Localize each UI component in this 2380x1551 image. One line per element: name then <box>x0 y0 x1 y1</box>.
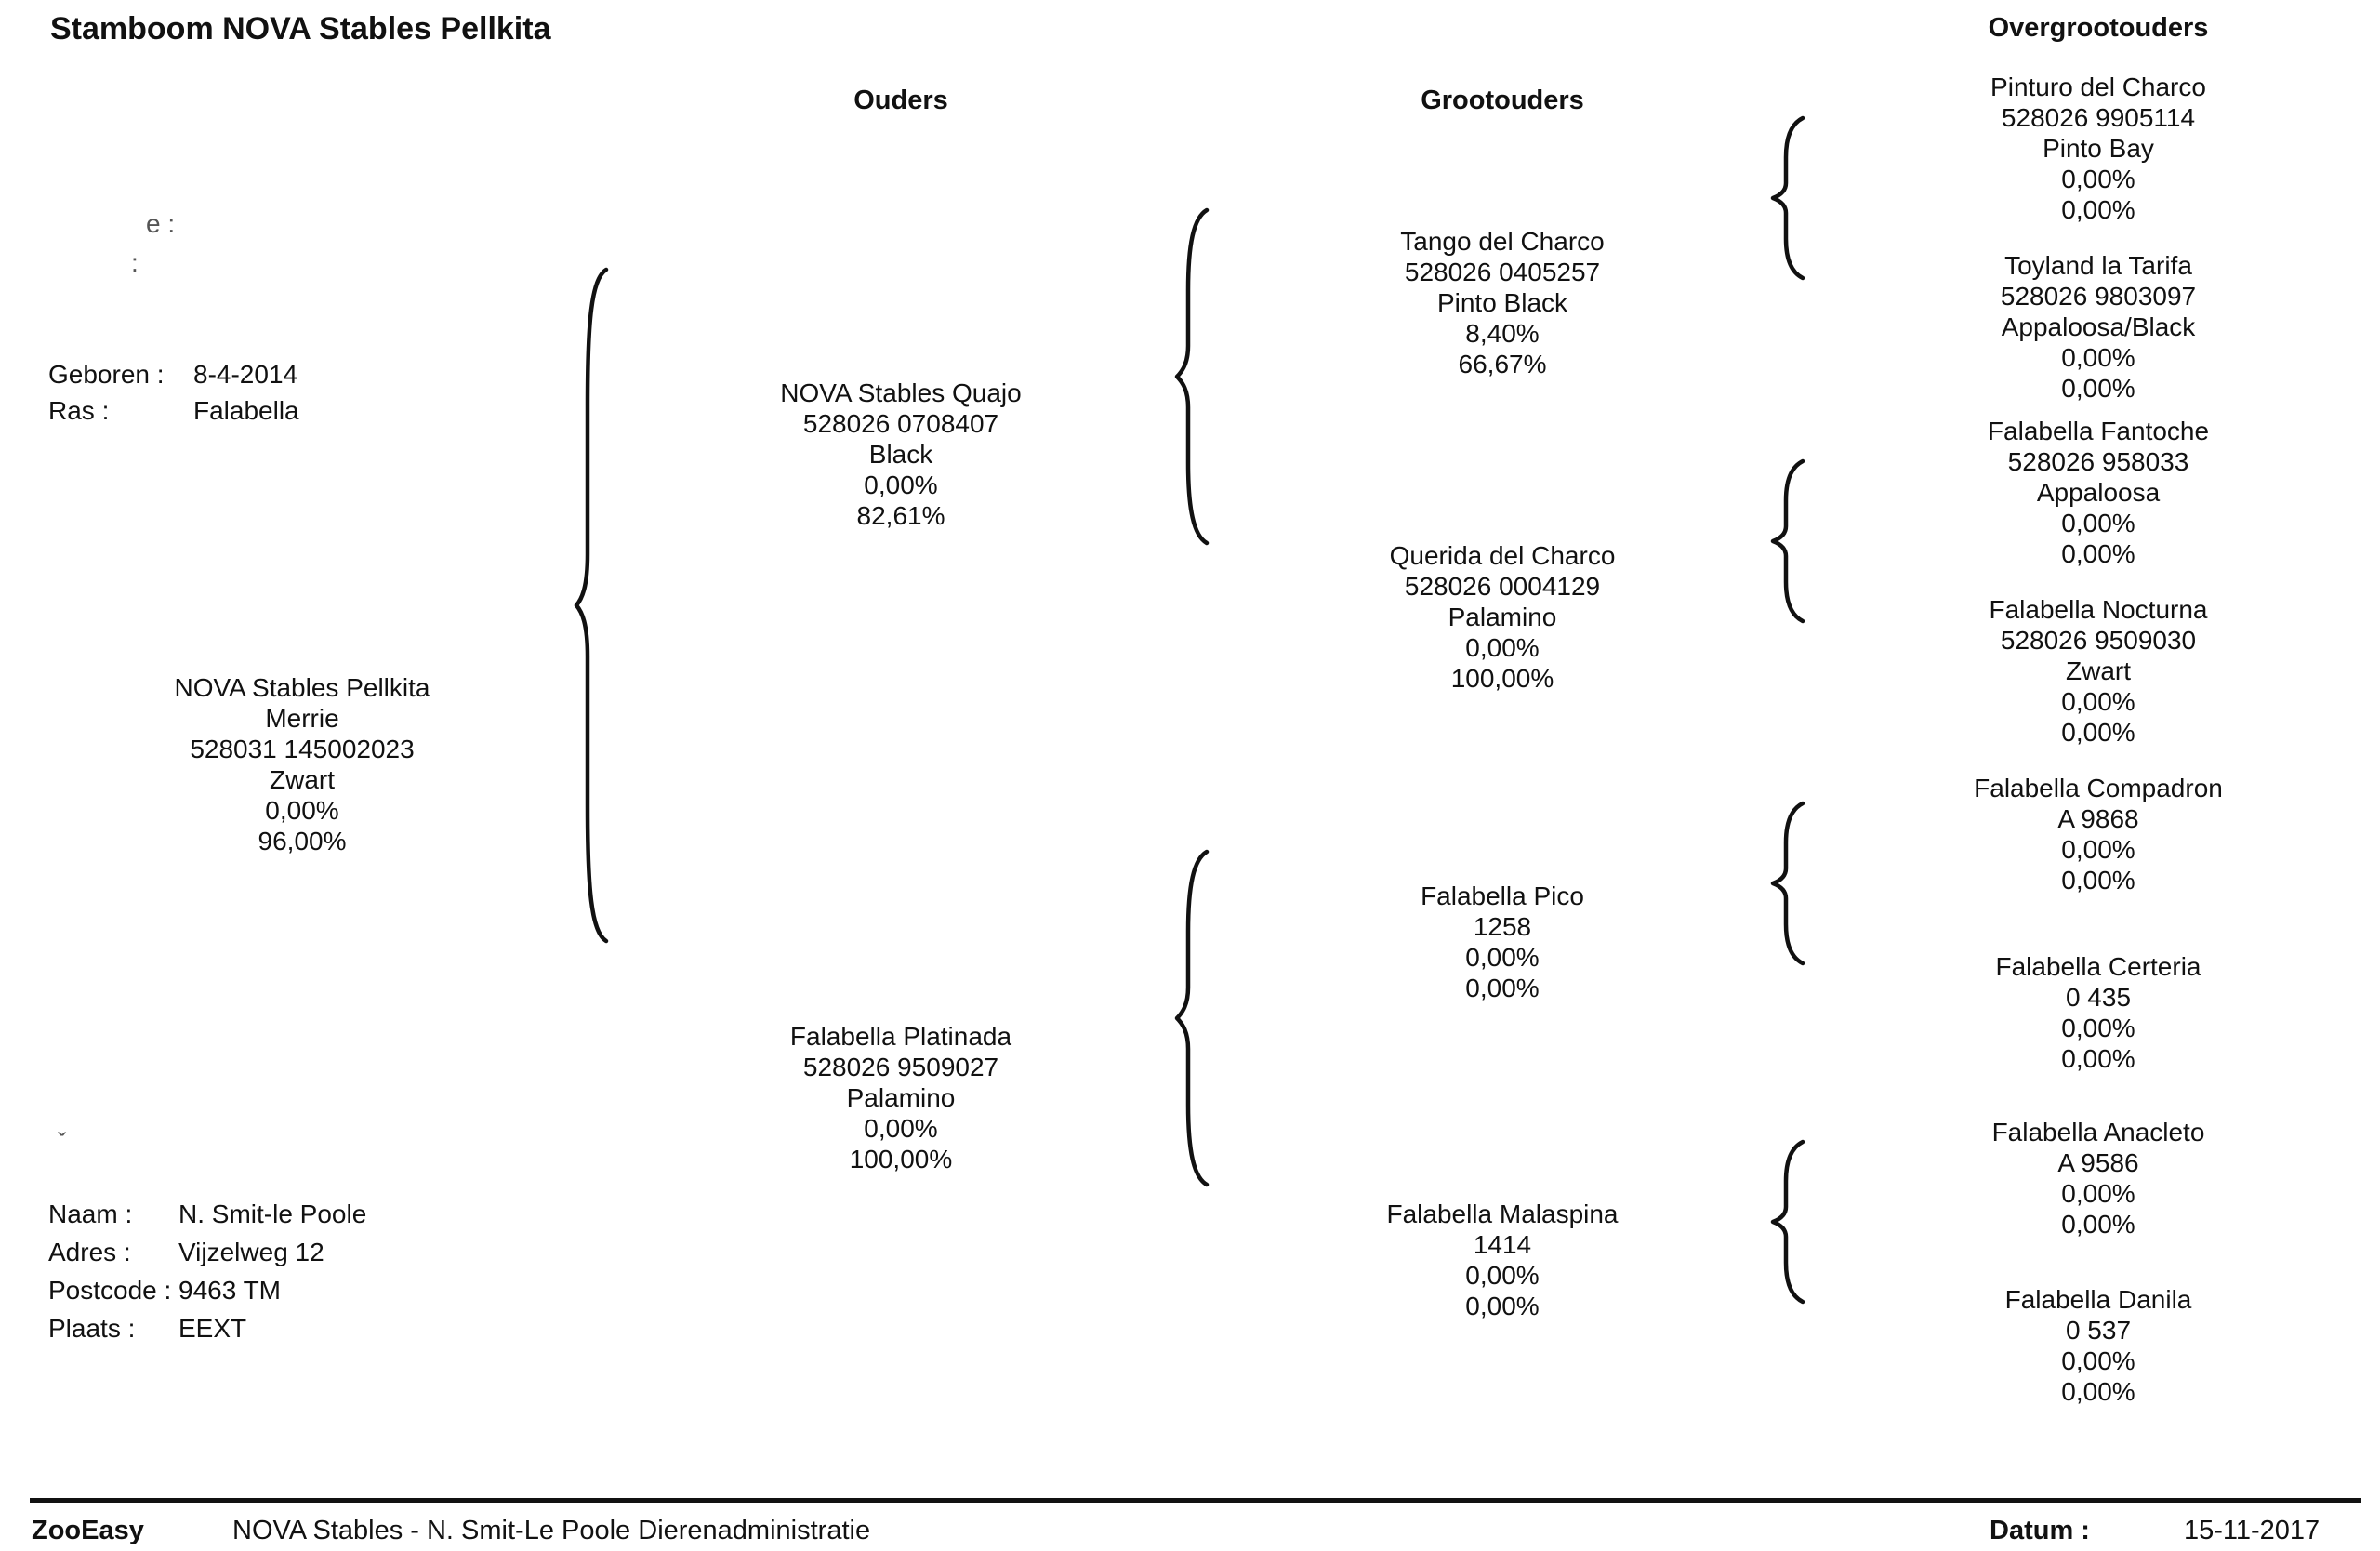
great-grandparent-id: A 9586 <box>2057 1148 2139 1177</box>
grandparent-color: Pinto Black <box>1436 288 1568 317</box>
great-grandparent-5 <box>1866 773 2331 895</box>
great-grandparent-name: Toyland la Tarifa <box>2004 251 2192 280</box>
great-grandparent-pct2: 0,00% <box>2061 1044 2135 1073</box>
grandparent-pct1: 0,00% <box>1465 943 1540 972</box>
great-grandparent-pct2: 0,00% <box>2061 866 2135 895</box>
great-grandparent-pct1: 0,00% <box>2061 835 2135 864</box>
great-grandparent-pct2: 0,00% <box>2061 1377 2135 1406</box>
breed-row <box>48 395 299 426</box>
great-grandparent-id: 528026 9905114 <box>2001 103 2196 132</box>
faint-label-c: ˇ <box>58 1128 67 1157</box>
grandparent-name: Falabella Malaspina <box>1386 1200 1619 1228</box>
great-grandparent-color: Appaloosa <box>2036 478 2161 507</box>
parent-dam <box>668 1021 1133 1174</box>
subject-id: 528031 145002023 <box>190 735 415 763</box>
grandparent-2 <box>1270 540 1735 694</box>
great-grandparent-color: Appaloosa/Black <box>2001 312 2196 341</box>
great-grandparent-name: Falabella Anacleto <box>1991 1118 2205 1147</box>
parent-name: NOVA Stables Quajo <box>780 378 1022 407</box>
grandparent-3 <box>1270 881 1735 1003</box>
page-title: Stamboom NOVA Stables Pellkita <box>50 11 551 46</box>
parent-color: Palamino <box>846 1083 956 1112</box>
grandparent-color: Palamino <box>1448 603 1557 631</box>
great-grandparent-8 <box>1866 1284 2331 1407</box>
parent-pct1: 0,00% <box>864 471 938 499</box>
grandparent-pct2: 100,00% <box>1450 664 1554 693</box>
great-grandparent-2 <box>1866 250 2331 404</box>
great-grandparent-id: 0 435 <box>2065 983 2132 1012</box>
owner-postcode-row <box>48 1275 281 1306</box>
great-grandparent-6 <box>1866 951 2331 1074</box>
subject-sex: Merrie <box>265 704 339 733</box>
great-grandparent-name: Falabella Fantoche <box>1987 417 2210 445</box>
breed-value: Falabella <box>193 396 299 425</box>
great-grandparent-pct2: 0,00% <box>2061 1210 2135 1239</box>
grandparent-id: 1414 <box>1473 1230 1532 1259</box>
parent-id: 528026 0708407 <box>802 409 999 438</box>
footer-divider <box>30 1498 2361 1503</box>
great-grandparent-pct1: 0,00% <box>2061 1014 2135 1042</box>
great-grandparent-name: Falabella Danila <box>2004 1285 2192 1314</box>
brace-parent-sire <box>1173 206 1210 547</box>
subject-name: NOVA Stables Pellkita <box>174 673 430 702</box>
grandparent-pct1: 8,40% <box>1465 319 1540 348</box>
grandparent-name: Querida del Charco <box>1389 541 1616 570</box>
great-grandparent-color: Zwart <box>2066 656 2131 685</box>
great-grandparent-name: Falabella Nocturna <box>1989 595 2208 624</box>
owner-address-value: Vijzelweg 12 <box>178 1238 324 1266</box>
great-grandparent-1 <box>1866 72 2331 225</box>
great-grandparent-color: Pinto Bay <box>2043 134 2154 163</box>
footer-organization: NOVA Stables - N. Smit-Le Poole Dierenadministratie <box>232 1516 871 1545</box>
great-grandparent-pct1: 0,00% <box>2061 687 2135 716</box>
grandparent-name: Falabella Pico <box>1421 882 1584 910</box>
parent-color: Black <box>868 440 933 469</box>
great-grandparent-pct2: 0,00% <box>2061 539 2135 568</box>
footer-date-label: Datum : <box>1990 1516 2090 1545</box>
grandparent-pct2: 0,00% <box>1465 1292 1540 1320</box>
header-parents: Ouders <box>853 86 948 115</box>
great-grandparent-name: Falabella Certeria <box>1995 952 2202 981</box>
owner-name-label: Naam : <box>48 1200 133 1228</box>
brace-grandparent-4 <box>1769 1138 1806 1306</box>
parent-sire <box>668 378 1133 531</box>
grandparent-id: 528026 0004129 <box>1404 572 1601 601</box>
great-grandparent-pct1: 0,00% <box>2061 343 2135 372</box>
owner-name-value: N. Smit-le Poole <box>178 1200 367 1228</box>
great-grandparent-pct1: 0,00% <box>2061 1179 2135 1208</box>
brace-parent-dam <box>1173 848 1210 1188</box>
born-label: Geboren : <box>48 360 165 389</box>
grandparent-id: 528026 0405257 <box>1404 258 1601 286</box>
footer-date-value: 15-11-2017 <box>2184 1516 2320 1545</box>
great-grandparent-id: A 9868 <box>2057 804 2139 833</box>
header-great-grandparents: Overgrootouders <box>1988 13 2209 43</box>
brace-subject <box>573 266 610 945</box>
brace-grandparent-2 <box>1769 457 1806 625</box>
born-value: 8-4-2014 <box>193 360 298 389</box>
subject-pct1: 0,00% <box>265 796 339 825</box>
born-row <box>48 359 298 390</box>
grandparent-id: 1258 <box>1473 912 1532 941</box>
great-grandparent-name: Pinturo del Charco <box>1990 73 2206 101</box>
great-grandparent-pct2: 0,00% <box>2061 718 2135 747</box>
owner-city-value: EEXT <box>178 1314 247 1343</box>
owner-postcode-value: 9463 TM <box>178 1276 281 1305</box>
grandparent-pct1: 0,00% <box>1465 633 1540 662</box>
owner-postcode-label: Postcode : <box>48 1276 172 1305</box>
great-grandparent-id: 0 537 <box>2065 1316 2132 1345</box>
faint-label-a: e : <box>146 209 176 238</box>
parent-name: Falabella Platinada <box>789 1022 1012 1051</box>
great-grandparent-id: 528026 9803097 <box>2000 282 2197 311</box>
grandparent-pct1: 0,00% <box>1465 1261 1540 1290</box>
faint-label-b: : <box>131 248 139 277</box>
grandparent-4 <box>1270 1199 1735 1321</box>
parent-id: 528026 9509027 <box>802 1053 999 1081</box>
great-grandparent-3 <box>1866 416 2331 569</box>
footer-brand: ZooEasy <box>32 1516 144 1545</box>
brace-grandparent-1 <box>1769 114 1806 282</box>
grandparent-pct2: 0,00% <box>1465 974 1540 1002</box>
grandparent-pct2: 66,67% <box>1458 350 1547 378</box>
great-grandparent-pct2: 0,00% <box>2061 195 2135 224</box>
owner-city-label: Plaats : <box>48 1314 136 1343</box>
great-grandparent-id: 528026 958033 <box>2007 447 2189 476</box>
grandparent-name: Tango del Charco <box>1400 227 1605 256</box>
subject-color: Zwart <box>270 765 335 794</box>
great-grandparent-pct1: 0,00% <box>2061 1346 2135 1375</box>
owner-city-row <box>48 1313 246 1344</box>
owner-address-label: Adres : <box>48 1238 131 1266</box>
header-grandparents: Grootouders <box>1421 86 1584 115</box>
grandparent-1 <box>1270 226 1735 379</box>
breed-label: Ras : <box>48 396 110 425</box>
subject-pct2: 96,00% <box>258 827 347 855</box>
great-grandparent-7 <box>1866 1117 2331 1239</box>
owner-name-row <box>48 1199 366 1229</box>
great-grandparent-4 <box>1866 594 2331 748</box>
parent-pct2: 82,61% <box>856 501 945 530</box>
great-grandparent-pct1: 0,00% <box>2061 509 2135 537</box>
great-grandparent-id: 528026 9509030 <box>2000 626 2197 655</box>
great-grandparent-name: Falabella Compadron <box>1974 774 2223 802</box>
great-grandparent-pct2: 0,00% <box>2061 374 2135 403</box>
subject-block <box>70 672 535 856</box>
owner-address-row <box>48 1237 324 1267</box>
parent-pct1: 0,00% <box>864 1114 938 1143</box>
great-grandparent-pct1: 0,00% <box>2061 165 2135 193</box>
parent-pct2: 100,00% <box>849 1145 953 1173</box>
brace-grandparent-3 <box>1769 800 1806 967</box>
